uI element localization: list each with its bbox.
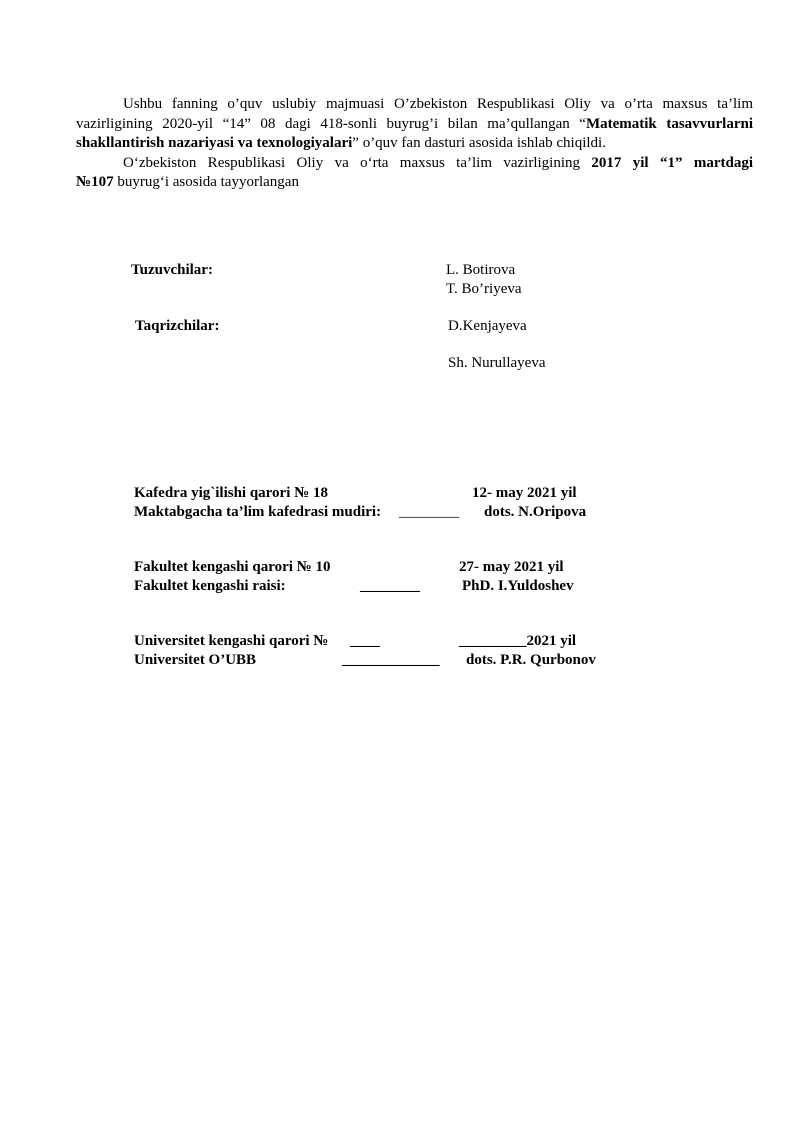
intro-p1-line1: Ushbu fanning o’quv uslubiy majmuasi O’zbekiston Respublikasi Oliy va o’rta maxsus ta’lim <box>123 96 753 112</box>
fakultet-decision-label: Fakultet kengashi qarori № 10 <box>134 559 331 575</box>
intro-p1-line2-text: vazirligining 2020-yil “14” 08 dagi 418-sonli buyrug’i bilan ma’qullangan “ <box>76 115 586 132</box>
fakultet-signature-line: ________ <box>360 578 420 594</box>
decree-date: 2017 yil “1” martdagi <box>591 154 753 171</box>
kafedra-head-label: Maktabgacha ta’lim kafedrasi mudiri: <box>134 504 382 520</box>
intro-p2-line2 <box>76 173 753 193</box>
author-name: T. Bo’riyeva <box>446 281 522 297</box>
decree-number: №107 <box>76 174 114 190</box>
intro-p1-line3-text: ” o’quv fan dasturi asosida ishlab chiqildi. <box>352 135 606 151</box>
intro-p1-line3 <box>76 134 753 154</box>
universitet-oubb-label: Universitet O’UBB <box>134 652 257 668</box>
intro-p2-line1-text: O‘zbekiston Respublikasi Oliy va o‘rta maxsus ta’lim vazirligining <box>123 154 592 171</box>
universitet-oubb-name: dots. P.R. Qurbonov <box>466 652 596 668</box>
intro-paragraph-2 <box>76 154 753 193</box>
program-title-part1: Matematik tasavvurlarni <box>585 115 753 132</box>
universitet-signature-line: _____________ <box>342 652 440 668</box>
program-title-part2: shakllantirish nazariyasi va texnologiyalari <box>76 135 353 151</box>
fakultet-chair-label: Fakultet kengashi raisi: <box>134 578 286 594</box>
fakultet-chair-name: PhD. I.Yuldoshev <box>462 578 574 594</box>
universitet-decision-date: _________2021 yil <box>459 633 577 649</box>
intro-p1-line2 <box>76 115 753 135</box>
kafedra-signature-line: ________ <box>399 504 459 520</box>
reviewers-label: Taqrizchilar: <box>135 318 220 334</box>
kafedra-decision-label: Kafedra yig`ilishi qarori № 18 <box>134 485 328 501</box>
intro-paragraph-1 <box>76 95 753 154</box>
reviewer-name: Sh. Nurullayeva <box>448 355 546 371</box>
authors-label: Tuzuvchilar: <box>131 262 213 278</box>
intro-p2-line2-text: buyrug‘i asosida tayyorlangan <box>113 174 299 190</box>
author-name: L. Botirova <box>446 262 516 278</box>
intro-p2-line1 <box>76 154 753 174</box>
universitet-decision-number-blank: ____ <box>350 633 380 649</box>
universitet-decision-label: Universitet kengashi qarori № <box>134 633 329 649</box>
reviewer-name: D.Kenjayeva <box>448 318 527 334</box>
fakultet-decision-date: 27- may 2021 yil <box>459 559 564 575</box>
kafedra-decision-date: 12- may 2021 yil <box>472 485 577 501</box>
kafedra-head-name: dots. N.Oripova <box>484 504 587 520</box>
